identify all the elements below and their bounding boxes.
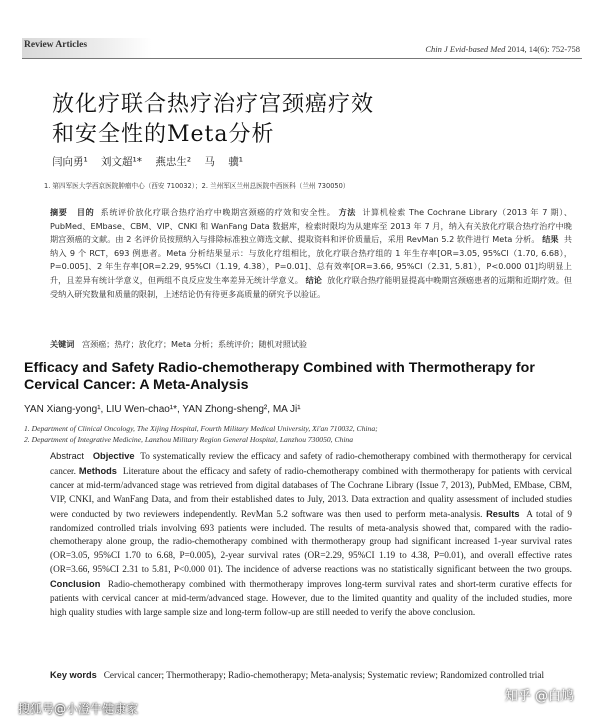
en-conclusion-text: Radio-chemotherapy combined with thermotherapy improves long-term survival rates and short-term curative effects for patients with cervical cancer at mid-term/advanced stage. However, due to the limited quantity and quality of the included studies, more high quality studies with large sample size and long-term follow-up are still needed to verify the above conclusion. [50,580,573,618]
chinese-title-line1: 放化疗联合热疗治疗宫颈癌疗效 [52,92,375,117]
english-keywords [50,669,572,684]
watermark-zhihu: 知乎 @白鸠 [504,689,574,704]
cn-abstract-label: 摘要 [50,207,68,217]
cn-keywords-label: 关键词 [50,339,75,349]
cn-conclusion-label: 结论 [305,274,322,285]
cn-methods-text: 计算机检索 The Cochrane Library（2013 年 7 期）、PubMed、EMbase、CBM、VIP、CNKI 和 WanFang Data 数据库，检索时限均为从建库至 2013 年 7 月，纳入有关放化疗联合热疗治疗中晚期宫颈癌的文献。由 2 名评价员按照纳入与排除标准独立筛选文献、提取资料和评价质量后，采用 RevMan 5.2 软件进行 Meta 分析。 [50,207,572,245]
en-objective-label: Objective [92,451,135,461]
english-affiliation-2: 2. Department of Integrative Medicine, Lanzhou Military Region General Hospital, Lanzhou 730050, China [24,434,354,444]
header-rule [22,58,582,59]
english-affiliations [24,424,584,445]
cn-results-text: 共纳入 9 个 RCT，693 例患者。Meta 分析结果显示：与放化疗组相比，放化疗联合热疗组的 1 年生存率[OR=3.05, 95%CI（1.70, 6.68），P=0.005]、2 年生存率[OR=2.29, 95%CI（1.19, 4.38），P=0.01]、总有效率[OR=3.66, 95%CI（2.31, 5.81），P<0.000 01]均明显上升，且差异有统计学意义，但两组不良反应发生率差异无统计学意义。 [50,234,573,285]
cn-objective-text: 系统评价放化疗联合热疗治疗中晚期宫颈癌的疗效和安全性。 [100,207,336,217]
en-results-label: Results [486,508,520,519]
journal-name: Chin J Evid-based Med [425,44,506,54]
cn-objective-label: 目的 [76,207,95,217]
english-title: Efficacy and Safety Radio-chemotherapy Combined with Thermotherapy for Cervical Cancer: A Meta-Analysis [24,360,535,393]
chinese-authors: 闫向勇¹ 刘文超¹* 燕忠生² 马 骥¹ [52,156,243,168]
chinese-abstract [50,206,572,301]
chinese-title [52,90,412,150]
cn-conclusion-text: 放化疗联合热疗能明显提高中晚期宫颈癌患者的远期和近期疗效。但受纳入研究数量和质量的限制，上述结论仍有待更多高质量的研究予以验证。 [50,274,572,299]
chinese-affiliation: 1. 第四军医大学西京医院肿瘤中心（西安 710032）；2. 兰州军区兰州总医院中西医科（兰州 730050） [44,182,350,190]
watermark-sohu: 搜狐号@小澄牛健康家 [18,702,139,716]
cn-results-label: 结果 [542,234,559,245]
english-abstract [50,450,572,621]
en-keywords-label: Key words [50,670,97,680]
en-methods-text: Literature about the efficacy and safety of radio-chemotherapy combined with thermotherapy for patients with cervical cancer at mid-term/advanced stage was retrieved from digital databases of The Cochrane Library (Issue 7, 2013), PubMed, EMbase, CBM, VIP, CNKI, and WanFang Data, and from their established dates to July, 2013. Data extraction and quality assessment of included studies were conducted by two reviewers independently. RevMan 5.2 software was then used to perform meta-analysis. [50,466,573,520]
journal-pages: 2014, 14(6): 752-758 [507,44,580,54]
english-authors: YAN Xiang-yong¹, LIU Wen-chao¹*, YAN Zhong-sheng², MA Ji¹ [24,404,301,415]
cn-keywords-text: 宫颈癌；热疗；放化疗；Meta 分析；系统评价；随机对照试验 [82,339,308,349]
cn-methods-label: 方法 [338,207,356,217]
chinese-keywords [50,339,307,350]
section-label: Review Articles [24,40,88,50]
en-objective-text: To systematically review the efficacy and safety of radio-chemotherapy combined with thermotherapy for cervical cancer. [50,452,572,477]
en-results-text: A total of 9 randomized controlled trials involving 693 patients were included. The results of meta-analysis showed that, compared with the radio-chemotherapy alone group, the radio-chemotherapy combined with thermotherapy group had significant increased 1-year survival rates (OR=3.05, 95%CI 1.70 to 6.68, P=0.005), 2-year survival rates (OR=2.29, 95%CI 1.19 to 4.38, P=0.01), and overall effective rates (OR=3.66, 95%CI 2.31 to 5.81, P<0.000 01). The incidence of adverse reactions was no statistically significant between the two groups. [50,509,572,576]
chinese-title-line2: 和安全性的Meta分析 [52,122,275,147]
en-keywords-text: Cervical cancer; Thermotherapy; Radio-chemotherapy; Meta-analysis; Systematic review; Randomized controlled trial [103,671,545,681]
journal-citation [425,44,580,54]
en-methods-label: Methods [78,465,117,476]
english-affiliation-1: 1. Department of Clinical Oncology, The Xijing Hospital, Fourth Military Medical University, Xi'an 710032, China; [24,424,378,433]
en-conclusion-label: Conclusion [50,579,101,590]
en-abstract-label: Abstract [50,451,84,461]
